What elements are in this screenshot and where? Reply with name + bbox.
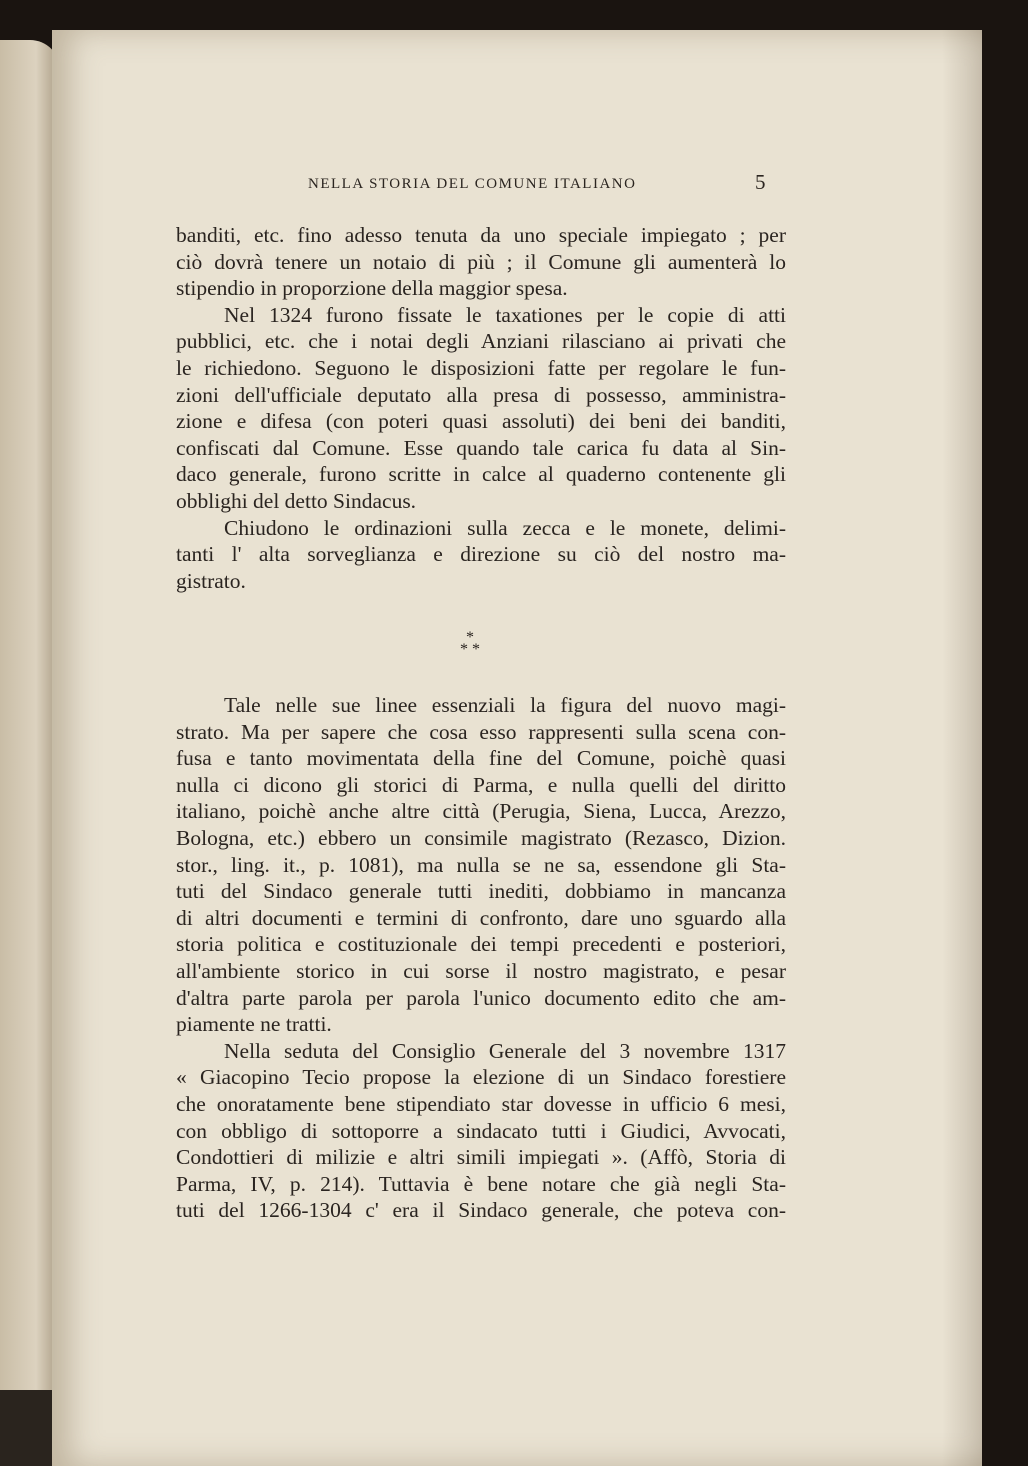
text-line: che onoratamente bene stipendiato star dovesse in ufficio 6 mesi, xyxy=(176,1091,786,1116)
text-line: piamente ne tratti. xyxy=(176,1012,332,1037)
text-line: Tale nelle sue linee essenziali la figura del nuovo magi- xyxy=(224,693,786,717)
text-line: tanti l' alta sorveglianza e direzione su ciò del nostro ma- xyxy=(176,542,786,567)
text-line: tuti del Sindaco generale tutti inediti, dobbiamo in mancanza xyxy=(176,879,786,904)
text-line: le richiedono. Seguono le disposizioni fatte per regolare le fun- xyxy=(176,355,786,380)
text-line: strato. Ma per sapere che cosa esso rappresenti sulla scena con- xyxy=(176,719,786,744)
left-page-edge xyxy=(0,40,60,1466)
text-line: confiscati dal Comune. Esse quando tale carica fu data al Sin- xyxy=(176,435,786,460)
text-line: daco generale, furono scritte in calce al quaderno contenente gli xyxy=(176,462,786,487)
page-number: 5 xyxy=(755,170,767,194)
text-block-1 xyxy=(176,222,786,594)
text-line: stor., ling. it., p. 1081), ma nulla se ne sa, essendone gli Sta- xyxy=(176,852,786,877)
text-line: zione e difesa (con poteri quasi assoluti) dei beni dei banditi, xyxy=(176,409,786,434)
asterism-top: * xyxy=(466,629,474,646)
text-line: zioni dell'ufficiale deputato alla presa di possesso, amministra- xyxy=(176,382,786,407)
text-line: fusa e tanto movimentata della fine del Comune, poichè quasi xyxy=(176,746,786,771)
text-line: Parma, IV, p. 214). Tuttavia è bene notare che già negli Sta- xyxy=(176,1171,786,1196)
text-line: tuti del 1266-1304 c' era il Sindaco generale, che poteva con- xyxy=(176,1198,786,1223)
asterism-bottom: * * xyxy=(460,641,480,658)
text-line: stipendio in proporzione della maggior spesa. xyxy=(176,276,568,301)
binding-shadow xyxy=(0,1390,60,1466)
text-block-2 xyxy=(176,692,786,1224)
text-line: banditi, etc. fino adesso tenuta da uno speciale impiegato ; per xyxy=(176,223,786,247)
text-line: gistrato. xyxy=(176,568,246,593)
text-line: pubblici, etc. che i notai degli Anziani rilasciano ai privati che xyxy=(176,329,786,354)
text-line: nulla ci dicono gli storici di Parma, e nulla quelli del diritto xyxy=(176,772,786,797)
text-line: Nel 1324 furono fissate le taxationes per le copie di atti xyxy=(224,302,786,327)
text-line: Chiudono le ordinazioni sulla zecca e le monete, delimi- xyxy=(224,515,786,540)
text-line: ciò dovrà tenere un notaio di più ; il Comune gli aumenterà lo xyxy=(176,249,786,274)
text-line: all'ambiente storico in cui sorse il nostro magistrato, e pesar xyxy=(176,958,786,983)
text-line: italiano, poichè anche altre città (Perugia, Siena, Lucca, Arezzo, xyxy=(176,799,786,824)
text-line: storia politica e costituzionale dei tempi precedenti e posteriori, xyxy=(176,932,786,957)
text-line: di altri documenti e termini di confronto, dare uno sguardo alla xyxy=(176,905,786,930)
text-line: « Giacopino Tecio propose la elezione di un Sindaco forestiere xyxy=(176,1065,786,1090)
section-asterism xyxy=(455,629,485,658)
text-line: obblighi del detto Sindacus. xyxy=(176,488,417,513)
text-line: Bologna, etc.) ebbero un consimile magistrato (Rezasco, Dizion. xyxy=(176,825,786,850)
text-line: Condottieri di milizie e altri simili impiegati ». (Affò, Storia di xyxy=(176,1145,786,1170)
text-line: con obbligo di sottoporre a sindacato tutti i Giudici, Avvocati, xyxy=(176,1118,786,1143)
text-line: d'altra parte parola per parola l'unico documento edito che am- xyxy=(176,985,786,1010)
text-line: Nella seduta del Consiglio Generale del 3 novembre 1317 xyxy=(224,1038,786,1063)
running-title: NELLA STORIA DEL COMUNE ITALIANO xyxy=(308,176,637,192)
page-shade xyxy=(942,30,982,1466)
